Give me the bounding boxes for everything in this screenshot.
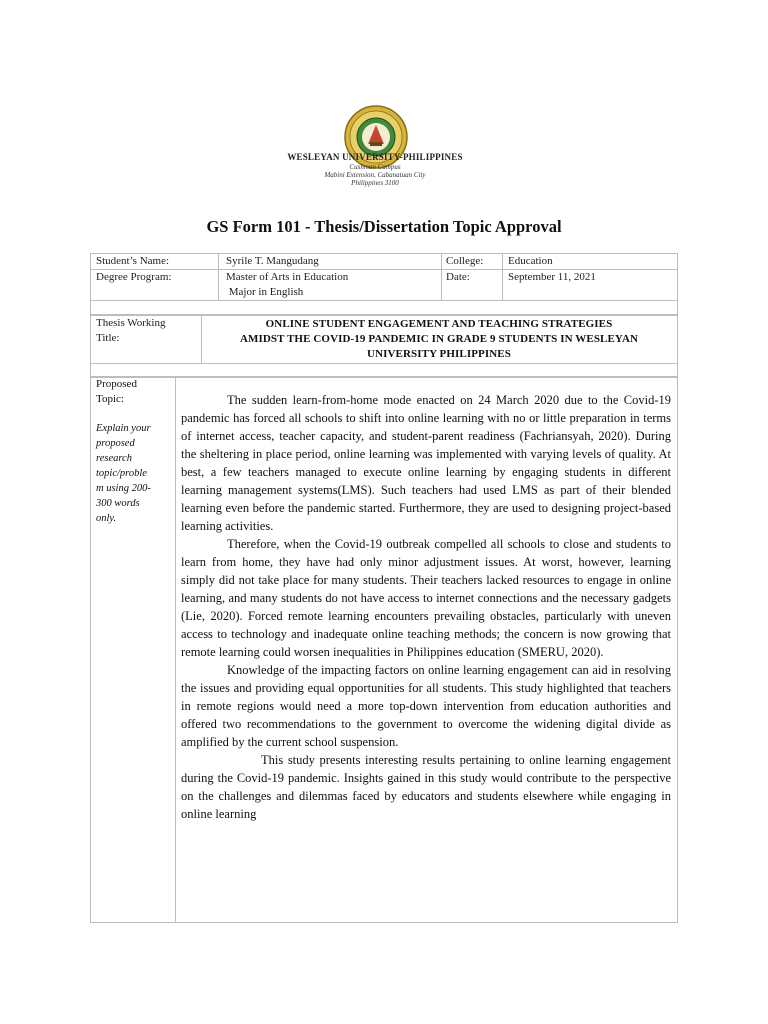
instruction-line: proposed xyxy=(96,438,135,449)
proposed-topic-label xyxy=(96,377,166,407)
address-line-1: Mabini Extension, Cabanatuan City xyxy=(324,171,426,179)
proposed-topic-label-line1: Proposed xyxy=(96,378,137,390)
instruction-line: 300 words xyxy=(96,498,140,509)
date-label: Date: xyxy=(446,271,470,283)
instruction-line: Explain your xyxy=(96,423,151,434)
student-name-label: Student’s Name: xyxy=(96,255,170,267)
thesis-label-line2: Title: xyxy=(96,332,120,344)
instruction-line: research xyxy=(96,453,132,464)
date-value: September 11, 2021 xyxy=(508,271,596,283)
college-value: Education xyxy=(508,255,553,267)
address-line-2: Philippines 3100 xyxy=(351,179,399,187)
university-name: WESLEYAN UNIVERSITY-PHILIPPINES xyxy=(287,152,463,162)
campus-name: Cushman Campus xyxy=(349,163,401,171)
degree-program-value-line2: Major in English xyxy=(226,286,304,298)
proposed-topic-label-line2: Topic: xyxy=(96,393,124,405)
degree-program-label: Degree Program: xyxy=(96,271,172,283)
proposed-topic-body xyxy=(181,391,671,823)
instruction-line: topic/proble xyxy=(96,468,147,479)
instruction-line: m using 200- xyxy=(96,483,151,494)
topic-paragraph-1: The sudden learn-from-home mode enacted on 24 March 2020 due to the Covid-19 pandemic has forced all schools to shift into online learning with no or little preparation in terms of internet access, teacher capacity, and student-parent readiness (Fachriansyah, 2020). During the sheltering in place period, online learning was implemented with varying levels of quality. At best, a few teachers managed to execute online learning by engaging students in different learning management systems(LMS). Such teachers had used LMS as part of their blended learning even before the pandemic started. Furthermore, they are used to designing project-based learning activities. xyxy=(181,393,671,533)
form-title: GS Form 101 - Thesis/Dissertation Topic Approval xyxy=(206,217,562,236)
thesis-title-line2: AMIDST THE COVID-19 PANDEMIC IN GRADE 9 STUDENTS IN WESLEYAN xyxy=(239,333,639,345)
thesis-working-title xyxy=(206,317,672,362)
thesis-title-line1: ONLINE STUDENT ENGAGEMENT AND TEACHING STRATEGIES xyxy=(265,318,613,330)
instruction-line: only. xyxy=(96,513,117,524)
college-label: College: xyxy=(446,255,484,267)
student-name-value: Syrile T. Mangudang xyxy=(226,255,319,267)
thesis-label-line1: Thesis Working xyxy=(96,317,166,329)
proposed-topic-instructions xyxy=(96,421,168,526)
degree-program-value-line1: Master of Arts in Education xyxy=(226,271,349,283)
topic-paragraph-3: Knowledge of the impacting factors on online learning engagement can aid in resolving the issues and providing equal opportunities for all students. This study highlighted that teachers in remote regions would need a more top-down intervention from education authorities and offered two recommendations to the government to overcome the widening digital divide as amplified by the current school suspension. xyxy=(181,663,671,749)
thesis-title-line3: UNIVERSITY PHILIPPINES xyxy=(367,348,511,360)
topic-paragraph-4: This study presents interesting results pertaining to online learning engagement during the Covid-19 pandemic. Insights gained in this study would contribute to the perspective on the challenges and dilemmas faced by educators and students elsewhere while engaging in online learning xyxy=(181,753,671,821)
topic-paragraph-2: Therefore, when the Covid-19 outbreak compelled all schools to close and students to learn from home, they have had only minor adjustment issues. At worst, however, learning simply did not take place for many students. Their teachers lacked resources to engage in online learning, and many students do not have access to internet connections and the necessary gadgets (Lie, 2020). Forced remote learning encounters prevailing obstacles, particularly with uneven access to technology and inadequate online teaching methods; the concern is now growing that remote learning could worsen inequalities in Philippines education (SMERU, 2020). xyxy=(181,537,671,659)
